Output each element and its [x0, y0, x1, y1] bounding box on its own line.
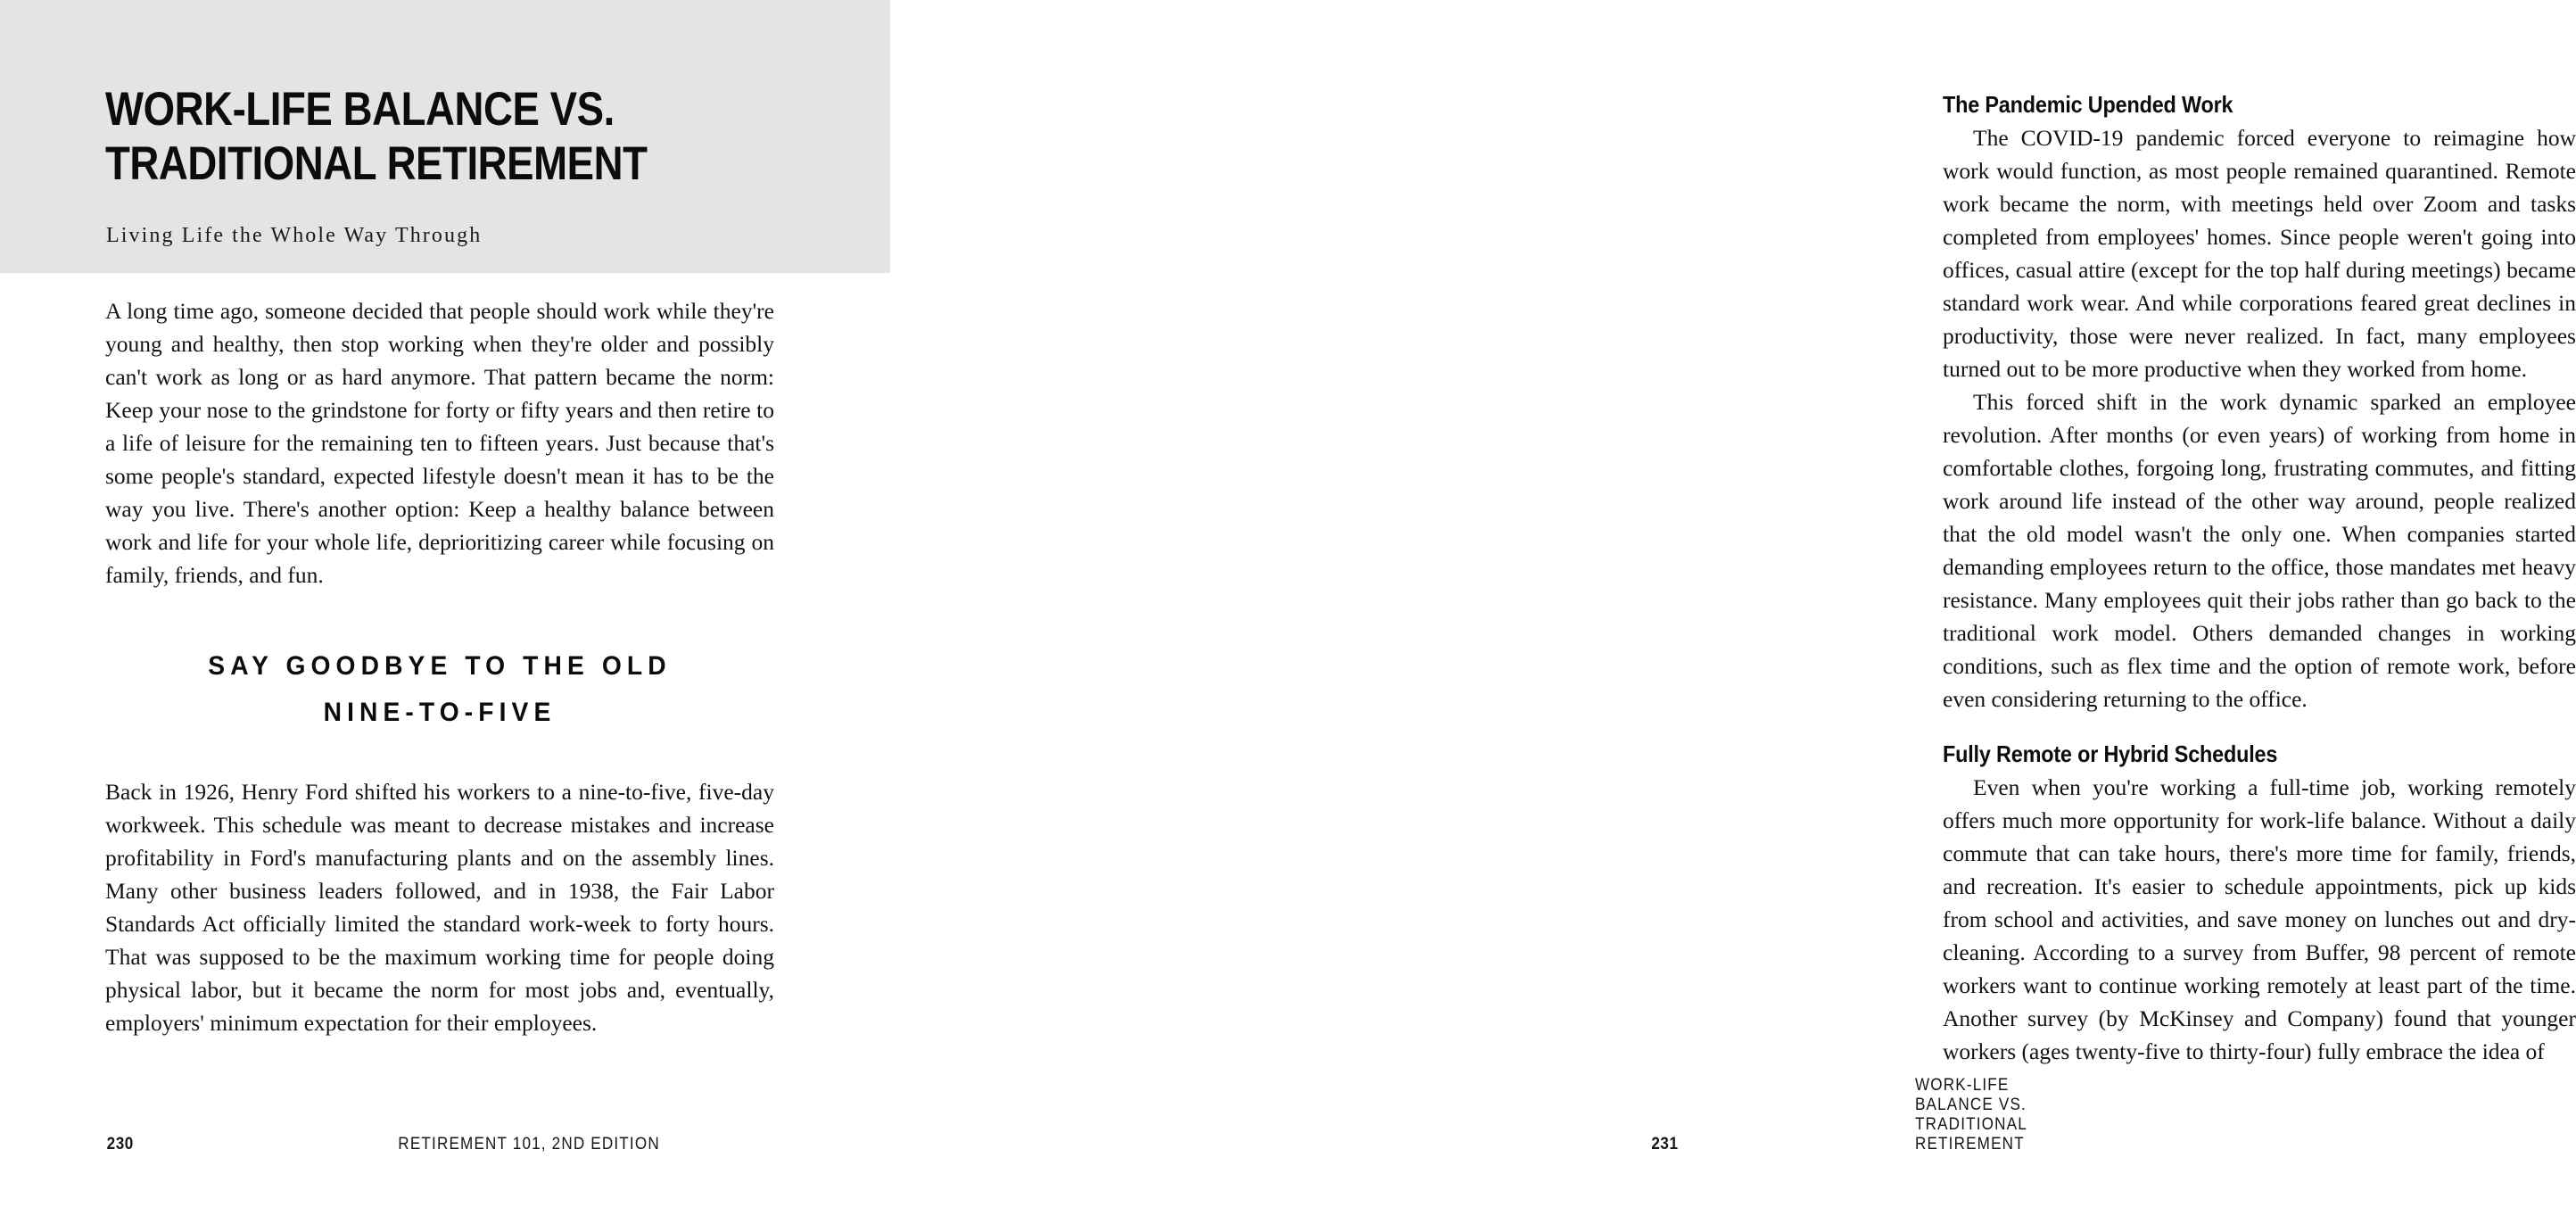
chapter-subtitle: Living Life the Whole Way Through: [106, 224, 483, 247]
section-heading: [126, 643, 755, 736]
chapter-banner: [0, 0, 890, 273]
section-heading-line-2: NINE-TO-FIVE: [323, 698, 557, 727]
page-title: WORK-LIFE BALANCE VS. TRADITIONAL RETIREMENT: [105, 83, 648, 191]
footer-page-number-right: 231: [1651, 1135, 1679, 1154]
left-page: [0, 0, 892, 1224]
paragraph: The COVID-19 pandemic forced everyone to reimagine how work would function, as most people remained quarantined. Remote work became the norm, with meetings held over Zoom and tasks completed from employees' homes. Since people weren't going into offices, casual attire (except for the top half during meetings) became standard work wear. And while corporations feared great declines in productivity, those were never realized. In fact, many employees turned out to be more productive when they worked from home.: [1943, 125, 2576, 382]
paragraph: Back in 1926, Henry Ford shifted his workers to a nine-to-five, five-day workweek. This schedule was meant to decrease mistakes and increase profitability in Ford's manufacturing plants and on the assembly lines. Many other business leaders followed, and in 1938, the Fair Labor Standards Act officially limited the standard work-week to forty hours. That was supposed to be the maximum working time for people doing physical labor, but it became the norm for most jobs and, eventually, employers' minimum expectation for their employees.: [105, 779, 774, 1036]
right-column-body: [1943, 89, 2576, 1068]
section-heading-line-1: SAY GOODBYE TO THE OLD: [208, 651, 672, 681]
paragraph: This forced shift in the work dynamic sparked an employee revolution. After months (or even years) of working from home in comfortable clothes, forgoing long, frustrating commutes, and fitting work around life instead of the other way around, people realized that the old model wasn't the only one. When companies started demanding employees return to the office, those mandates met heavy resistance. Many employees quit their jobs rather than go back to the traditional work model. Others demanded changes in working conditions, such as flex time and the option of remote work, before even considering returning to the office.: [1943, 389, 2576, 712]
footer-running-head-right: WORK-LIFE BALANCE VS. TRADITIONAL RETIREMENT: [1914, 1076, 2027, 1154]
paragraph: A long time ago, someone decided that people should work while they're young and healthy, then stop working when they're older and possibly can't work as long or as hard anymore. That pattern became the norm: Keep your nose to the grindstone for forty or fifty years and then retire to a life of leisure for the remaining ten to fifteen years. Just because that's some people's standard, expected lifestyle doesn't mean it has to be the way you live. There's another option: Keep a healthy balance between work and life for your whole life, deprioritizing career while focusing on family, friends, and fun.: [105, 298, 774, 588]
subsection-heading-remote: Fully Remote or Hybrid Schedules: [1943, 740, 2278, 767]
right-page: [892, 0, 2576, 1224]
footer-page-number-left: 230: [106, 1135, 134, 1154]
subsection-heading-pandemic: The Pandemic Upended Work: [1943, 91, 2233, 118]
footer-running-head-left: RETIREMENT 101, 2ND EDITION: [398, 1135, 660, 1154]
section-spacer: [1943, 715, 2576, 739]
left-column-body: [105, 294, 774, 1039]
paragraph: Even when you're working a full-time job, working remotely offers much more opportunity for work-life balance. Without a daily commute that can take hours, there's more time for family, friends, and recreation. It's easier to schedule appointments, pick up kids from school and activities, and save money on lunches out and dry-cleaning. According to a survey from Buffer, 98 percent of remote workers want to continue working remotely at least part of the time. Another survey (by McKinsey and Company) found that younger workers (ages twenty-five to thirty-four) fully embrace the idea of: [1943, 774, 2576, 1064]
